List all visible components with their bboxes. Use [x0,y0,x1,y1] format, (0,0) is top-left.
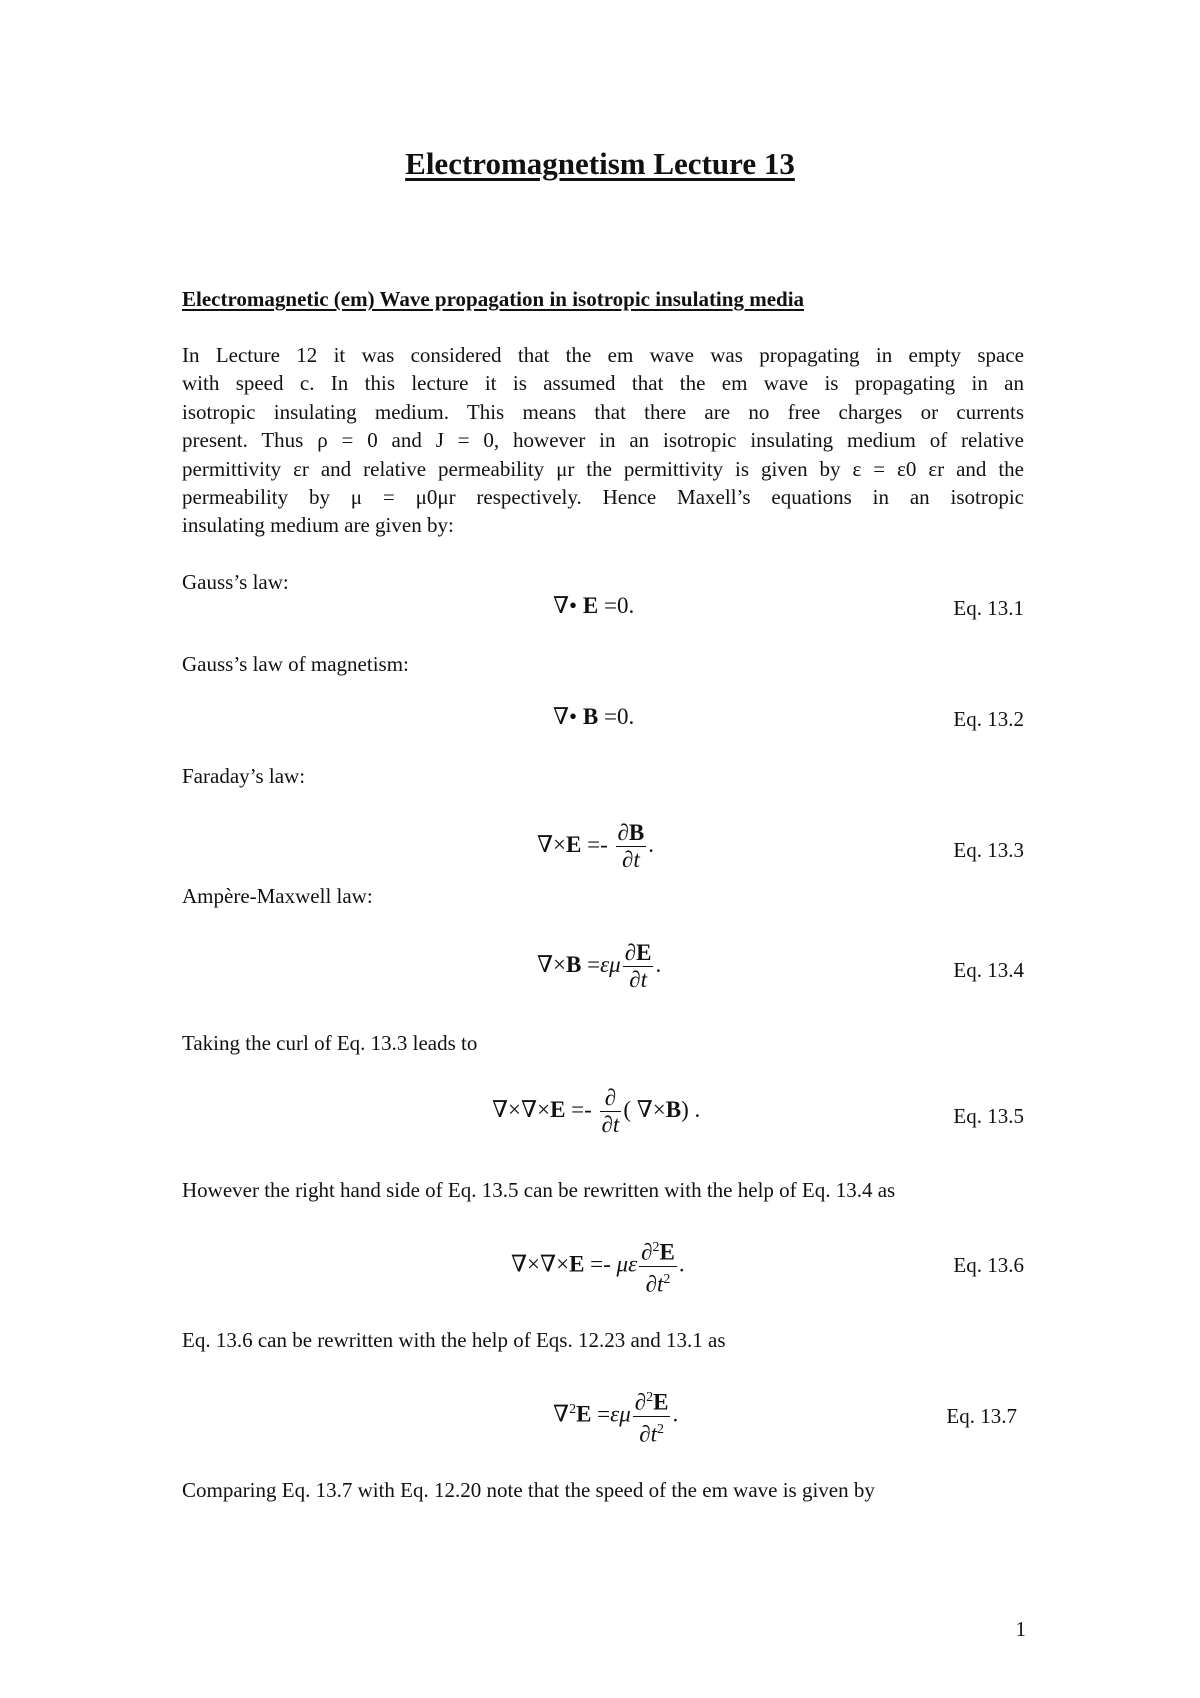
intro-line: permittivity εr and relative permeability μr the permittivity is given by ε = ε0 εr and the [182,456,1024,481]
intro-line: permeability by μ = μ0μr respectively. Hence Maxell’s equations in an isotropic [182,485,1024,510]
gauss-law-label: Gauss’s law: [182,570,289,594]
rewrite-sentence: Eq. 13.6 can be rewritten with the help of Eqs. 12.23 and 13.1 as [182,1328,726,1352]
page-number: 1 [1015,1617,1026,1641]
faraday-law-label: Faraday’s law: [182,764,306,788]
intro-line: insulating medium are given by: [182,513,454,538]
compare-sentence: Comparing Eq. 13.7 with Eq. 12.20 note that the speed of the em wave is given by [182,1478,875,1502]
eq-number-13-4: Eq. 13.4 [953,958,1024,982]
gauss-magnetism-label: Gauss’s law of magnetism: [182,652,409,676]
eq-number-13-5: Eq. 13.5 [953,1104,1024,1128]
eq-number-13-3: Eq. 13.3 [953,838,1024,862]
ampere-maxwell-label: Ampère-Maxwell law: [182,884,373,908]
eq-number-13-2: Eq. 13.2 [953,707,1024,731]
rhs-sentence: However the right hand side of Eq. 13.5 can be rewritten with the help of Eq. 13.4 as [182,1178,896,1202]
intro-line: isotropic insulating medium. This means that there are no free charges or currents [182,399,1024,424]
intro-line: In Lecture 12 it was considered that the em wave was propagating in empty space [182,343,1024,367]
equation-13-1: ∇• E =0. [553,593,635,618]
equation-13-2: ∇• B =0. [553,704,635,729]
intro-line: with speed c. In this lecture it is assumed that the em wave is propagating in an [182,371,1024,396]
section-heading: Electromagnetic (em) Wave propagation in isotropic insulating media [182,287,805,311]
equation-13-5: ∇×∇×E =- $\frac{\partial}{\partial t}$ ( ∇×B) . [492,1085,701,1137]
equation-13-7: ∇$^2$E =εμ $\frac{\partial^2E}{\partial t^2}$ . [553,1385,678,1447]
eq-number-13-7: Eq. 13.7 [946,1404,1017,1428]
intro-paragraph [182,341,1024,540]
page-title: Electromagnetism Lecture 13 [405,146,795,181]
intro-line: present. Thus ρ = 0 and J = 0, however in an isotropic insulating medium of relative [182,428,1024,453]
equation-13-4: ∇×B =εμ $\frac{\partial E}{\partial t}$ . [537,940,662,992]
eq-number-13-6: Eq. 13.6 [953,1253,1024,1277]
curl-sentence: Taking the curl of Eq. 13.3 leads to [182,1031,478,1055]
equation-13-6: ∇×∇×E =- με $\frac{\partial^2E}{\partial t^2}$ . [511,1235,685,1297]
eq-number-13-1: Eq. 13.1 [953,596,1024,620]
equation-13-3: ∇×E =- $\frac{\partial B}{\partial t}$ . [537,820,654,872]
